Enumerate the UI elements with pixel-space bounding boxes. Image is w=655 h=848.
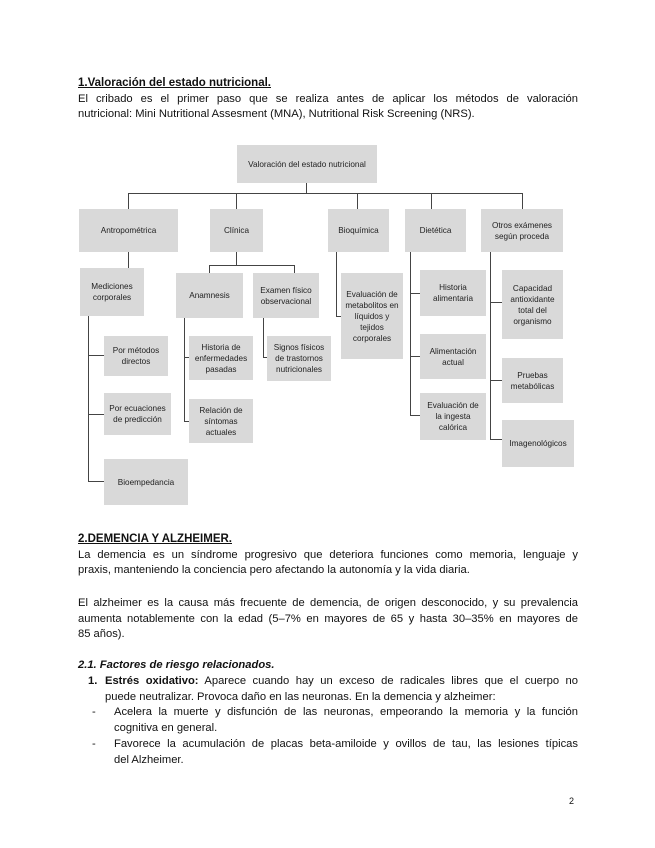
node-dietetica: Dietética — [405, 209, 466, 252]
connector — [128, 193, 129, 209]
connector — [357, 193, 358, 209]
node-capacidad-antioxidante: Capacidad antioxidante total del organismo — [502, 270, 563, 339]
item1-line1: Aparece cuando hay un exceso de radicales libres que el cuerpo no — [198, 675, 578, 687]
section2-p1-line1: La demencia es un síndrome progresivo que deteriora funciones como memoria, lenguaje y — [78, 548, 578, 561]
connector — [88, 316, 89, 482]
connector — [490, 439, 502, 440]
section1-title: 1.Valoración del estado nutricional. — [78, 77, 271, 89]
item1-label: Estrés oxidativo: — [105, 675, 199, 687]
section1-line1: El cribado es el primer paso que se realiza antes de aplicar los métodos de valoración — [78, 92, 578, 105]
section1-line2: nutricional: Mini Nutritional Assesment (MNA), Nutritional Risk Screening (NRS). — [78, 108, 475, 120]
node-ingesta-calorica: Evaluación de la ingesta calórica — [420, 393, 486, 440]
connector — [522, 193, 523, 209]
connector — [490, 252, 491, 440]
node-clinica: Clínica — [210, 209, 263, 252]
section2-p2-line3: 85 años). — [78, 628, 125, 640]
page-number: 2 — [569, 796, 575, 806]
connector — [294, 265, 295, 273]
connector — [88, 355, 104, 356]
bullet-dash: - — [92, 706, 96, 718]
item1-number: 1. — [88, 675, 98, 687]
connector — [88, 414, 104, 415]
node-bioempedancia: Bioempedancia — [104, 459, 188, 505]
section21-title-block — [78, 658, 578, 674]
node-metodos-directos: Por métodos directos — [104, 336, 168, 376]
bullet1-line1: Acelera la muerte y disfunción de las neuronas, empeorando la memoria y la función — [114, 706, 578, 718]
node-mediciones: Mediciones corporales — [80, 268, 144, 316]
connector — [209, 265, 210, 273]
connector — [410, 252, 411, 416]
bullet1-line2: cognitiva en general. — [114, 721, 218, 734]
node-historia-alimentaria: Historia alimentaria — [420, 270, 486, 316]
node-historia-enfermedades: Historia de enfermedades pasadas — [189, 336, 253, 380]
node-examen-fisico: Examen físico observacional — [253, 273, 319, 318]
node-pruebas-metabolicas: Pruebas metabólicas — [502, 358, 563, 403]
connector — [209, 265, 294, 266]
connector — [490, 380, 502, 381]
root-node: Valoración del estado nutricional — [237, 145, 377, 183]
node-relacion-sintomas: Relación de síntomas actuales — [189, 399, 253, 443]
node-ecuaciones: Por ecuaciones de predicción — [104, 393, 171, 435]
bullet-dash: - — [92, 738, 96, 750]
node-evaluacion-metabolitos: Evaluación de metabolitos en líquidos y tejidos corporales — [341, 273, 403, 359]
bullet2-line1: Favorece la acumulación de placas beta-amiloide y ovillos de tau, las lesiones típicas — [114, 738, 578, 750]
node-signos-fisicos: Signos físicos de trastornos nutricionales — [267, 336, 331, 381]
bullet2-line2: del Alzheimer. — [114, 753, 184, 766]
section2-p2-block — [78, 596, 578, 643]
connector — [410, 356, 420, 357]
connector — [410, 415, 420, 416]
section2-block — [78, 532, 578, 579]
connector — [236, 252, 237, 265]
connector — [490, 302, 502, 303]
connector — [336, 252, 337, 316]
connector — [263, 318, 264, 358]
connector — [128, 252, 129, 268]
section2-p2-line1: El alzheimer es la causa más frecuente de demencia, de origen desconocido, y su prevalencia — [78, 597, 578, 609]
connector — [184, 318, 185, 422]
node-otros: Otros exámenes según proceda — [481, 209, 563, 252]
connector — [88, 481, 104, 482]
section2-p1-line2: praxis, manteniendo la conciencia pero afectando la autonomía y la vida diaria. — [78, 564, 470, 576]
connector — [236, 193, 237, 209]
connector — [128, 193, 522, 194]
node-alimentacion-actual: Alimentación actual — [420, 334, 486, 379]
node-antropometrica: Antropométrica — [79, 209, 178, 252]
node-anamnesis: Anamnesis — [176, 273, 243, 318]
node-bioquimica: Bioquímica — [328, 209, 389, 252]
section1-block — [78, 76, 578, 123]
node-imagenologicos: Imagenológicos — [502, 420, 574, 467]
section21-title: 2.1. Factores de riesgo relacionados. — [78, 659, 275, 671]
section2-title: 2.DEMENCIA Y ALZHEIMER. — [78, 533, 232, 545]
section2-p2-line2: aumenta notablemente con la edad (5–7% en mayores de 65 y hasta 30–35% en mayores de — [78, 612, 578, 625]
item1-line2: puede neutralizar. Provoca daño en las neuronas. En la demencia y alzheimer: — [105, 690, 496, 703]
connector — [306, 183, 307, 193]
connector — [410, 293, 420, 294]
connector — [431, 193, 432, 209]
